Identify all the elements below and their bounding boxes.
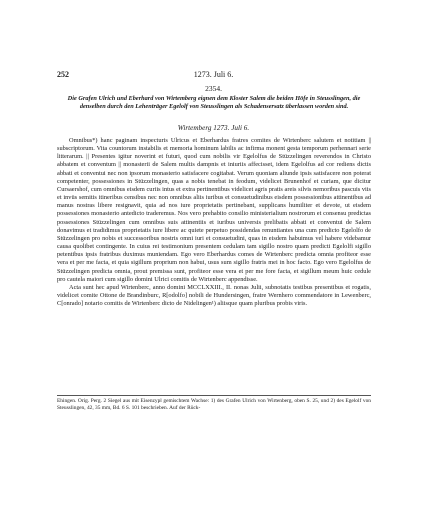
footnote-text: Ehingen. Orig. Perg. 2 Siegel aus mit Eisenzypl gemischtem Wachse: 1) des Grafen Ulrich von Wirtenberg, oben S. 25, und 2) des Egelolf von Steusslingen, 42, 35 mm, Bd. 6 S. 101 beschrieben. Auf der Rück-	[57, 398, 371, 411]
body-paragraph: Omnibus*) hanc paginam inspecturis Ulricus et Eberhardus fratres comites de Wirtenberc salutem et notitiam || subscriptorum. Vita countorum instabilis et memoria hominum labilis ac infirma monent gesta temporum perhennari serie litterarum. || Presentes igitur noverint et futuri, quod cum nobilis vir Egelolfus de Stüzzelingen reverendos in Christo abbatem et conventum || monasterii de Salem multis dampnis et iniuriis affecisset, idem Egelolfus ad cor rediens dictis abbati et conventui nec non ipsorum monasterio satisfacere cogitabat. Verum quoniam aliunde ipsis satisfacere non poterat competenter, possessiones in Stüzzelingen, quas a nobis tenebat in feodum, videlicet Brunenhof et curiam, que dicitur Cursaershof, cum omnibus eisdem curiis intus et extra pertinentibus videlicet agris pratis areis silvis nemoribus pascuis viis et invüs semitis itineribus censibus nec non omnibus aliis iuribus et consuetudinibus eisdem possessionibus attinentibus ad manus nostras libere resignavit, quia ad nos iure proprietatis pertinebant, supplicans humiliter et devote, ut eisdem possessiones monasterio antedicto traderemus. Nos vero prehabito consilio ministerialium nostrorum et consensu predictas possessiones Stüzzelingen cum omnibus suis attinentiis et iuribus universis prelibatis abbati et conventui de Salem donavimus et tradidimus proprietatis iure libere ac quiete perpetuo possidendas renuntiantes una cum predicto Egelolfo de Stüzzelingen pro nobis et successoribus nostris omni iuri et consuetudini, quas in eisdem habuimus vel habere videbamur causa quolibet contingente. In cuius rei testimonium presentem cedulam tam sigillo nostro quam predicti Egelolfi sigillo petentibus ipsis fratribus duximus muniendam. Ego vero Eberhardus comes de Wirtenberc predicta omnia profiteor esse vera et per me facta, et quia sigillum proprium non habui, usus sum sigillo fratris mei in hoc facto. Ego vero Egelolfus de Stüzzelingen predicta omnia, prout premissa sunt, profiteor esse vera et per me fore facta, et sigillum meum huic cedule pro cautela maiori cum sigillo domini Ulrici comitis de Wirtenberc appendisse.	[57, 137, 371, 283]
footnote-divider	[57, 395, 371, 396]
body-paragraph: Acta sunt hec apud Wirtenberc, anno domini MCCLXXIII., II. nonas Julii, subnotatis testibus presentibus et rogatis, videlicet comite Ottone de Brandinburc, R[odolfo] nobili de Hundersingen, fratre Wernhero commendatore in Lewenberc, C[onrado] notario comitis de Wirtenberc dicto de Nidelingen¹) aliisque quam pluribus probis viris.	[57, 283, 371, 308]
footnotes	[57, 395, 371, 412]
document-body	[57, 137, 371, 308]
regest-summary: Die Grafen Ulrich und Eberhard von Wirtemberg eignen dem Kloster Salem die beiden Höfe in Steusslingen, die denselben durch den Lehenträger Egelolf von Steusslingen als Schadensersatz überlassen worden sind.	[67, 95, 361, 110]
page-number: 252	[57, 70, 69, 79]
place-date-line: Wirtemberg 1273. Juli 6.	[177, 124, 250, 132]
document-number: 2354.	[205, 84, 222, 93]
header-date: 1273. Juli 6.	[193, 70, 234, 79]
